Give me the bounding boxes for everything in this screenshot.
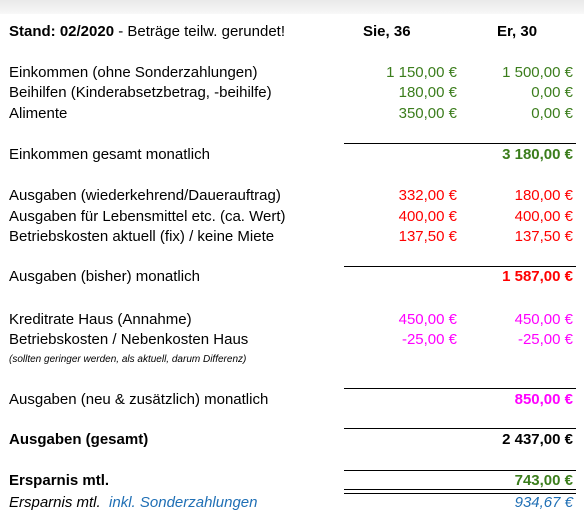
row-label: Ausgaben (gesamt): [9, 431, 149, 448]
savings-incl-row: [0, 493, 584, 513]
value-er: 180,00 €: [514, 187, 573, 204]
row-label: Einkommen (ohne Sonderzahlungen): [9, 64, 258, 81]
header-title-bold: Stand: 02/2020: [9, 23, 115, 40]
savings-incl-value: 934,67 €: [514, 494, 573, 511]
header-row: [0, 22, 584, 42]
value-er: 1 500,00 €: [502, 64, 573, 81]
row-label: Ausgaben (neu & zusätzlich) monatlich: [9, 391, 269, 408]
value-er: 137,50 €: [514, 228, 573, 245]
value-sie: 450,00 €: [398, 311, 457, 328]
value-er: 400,00 €: [514, 208, 573, 225]
header-title: [9, 22, 285, 42]
sum-divider: [344, 428, 576, 429]
header-title-rest: - Beträge teilw. gerundet!: [114, 23, 285, 40]
income-row: [0, 63, 584, 83]
value-sie: 1 150,00 €: [386, 64, 457, 81]
row-label: Ausgaben für Lebensmittel etc. (ca. Wert): [9, 208, 286, 225]
value-sie: 180,00 €: [398, 84, 457, 101]
expense-row: [0, 186, 584, 206]
expenses-all-value: 2 437,00 €: [502, 431, 573, 448]
value-er: 450,00 €: [514, 311, 573, 328]
savings-incl-label: Ersparnis mtl.: [9, 494, 101, 511]
savings-value: 743,00 €: [514, 472, 573, 489]
column-header-er: Er, 30: [497, 23, 538, 40]
row-label: [9, 493, 257, 513]
value-sie: 332,00 €: [398, 187, 457, 204]
row-label: Betriebskosten aktuell (fix) / keine Miete: [9, 228, 275, 245]
expenses-total-value: 1 587,00 €: [502, 268, 573, 285]
column-header-sie: Sie, 36: [363, 23, 411, 40]
new-costs-total-value: 850,00 €: [514, 391, 573, 408]
footnote: (sollten geringer werden, als aktuell, darum Differenz): [9, 354, 247, 365]
income-total-value: 3 180,00 €: [502, 146, 573, 163]
new-cost-row: [0, 330, 584, 350]
savings-row: [0, 471, 584, 491]
value-sie: 137,50 €: [398, 228, 457, 245]
row-label: Beihilfen (Kinderabsetzbetrag, -beihilfe): [9, 84, 272, 101]
sum-divider: [344, 143, 576, 144]
new-costs-total-row: [0, 390, 584, 410]
row-label: Ausgaben (bisher) monatlich: [9, 268, 200, 285]
expenses-total-row: [0, 267, 584, 287]
row-label: Betriebskosten / Nebenkosten Haus: [9, 331, 249, 348]
row-label: Einkommen gesamt monatlich: [9, 146, 210, 163]
income-row: [0, 104, 584, 124]
expenses-all-row: [0, 430, 584, 450]
new-cost-row: [0, 310, 584, 330]
row-label: Ausgaben (wiederkehrend/Dauerauftrag): [9, 187, 281, 204]
expense-row: [0, 207, 584, 227]
row-label: Alimente: [9, 105, 68, 122]
income-total-row: [0, 145, 584, 165]
note-row: [0, 350, 584, 370]
expense-row: [0, 227, 584, 247]
savings-incl-extra: inkl. Sonderzahlungen: [109, 494, 258, 511]
sum-divider: [344, 388, 576, 389]
value-sie: 400,00 €: [398, 208, 457, 225]
value-er: 0,00 €: [531, 84, 573, 101]
value-er: 0,00 €: [531, 105, 573, 122]
value-sie: 350,00 €: [398, 105, 457, 122]
income-row: [0, 83, 584, 103]
value-sie: -25,00 €: [401, 331, 457, 348]
row-label: Ersparnis mtl.: [9, 472, 110, 489]
value-er: -25,00 €: [517, 331, 573, 348]
row-label: Kreditrate Haus (Annahme): [9, 311, 192, 328]
